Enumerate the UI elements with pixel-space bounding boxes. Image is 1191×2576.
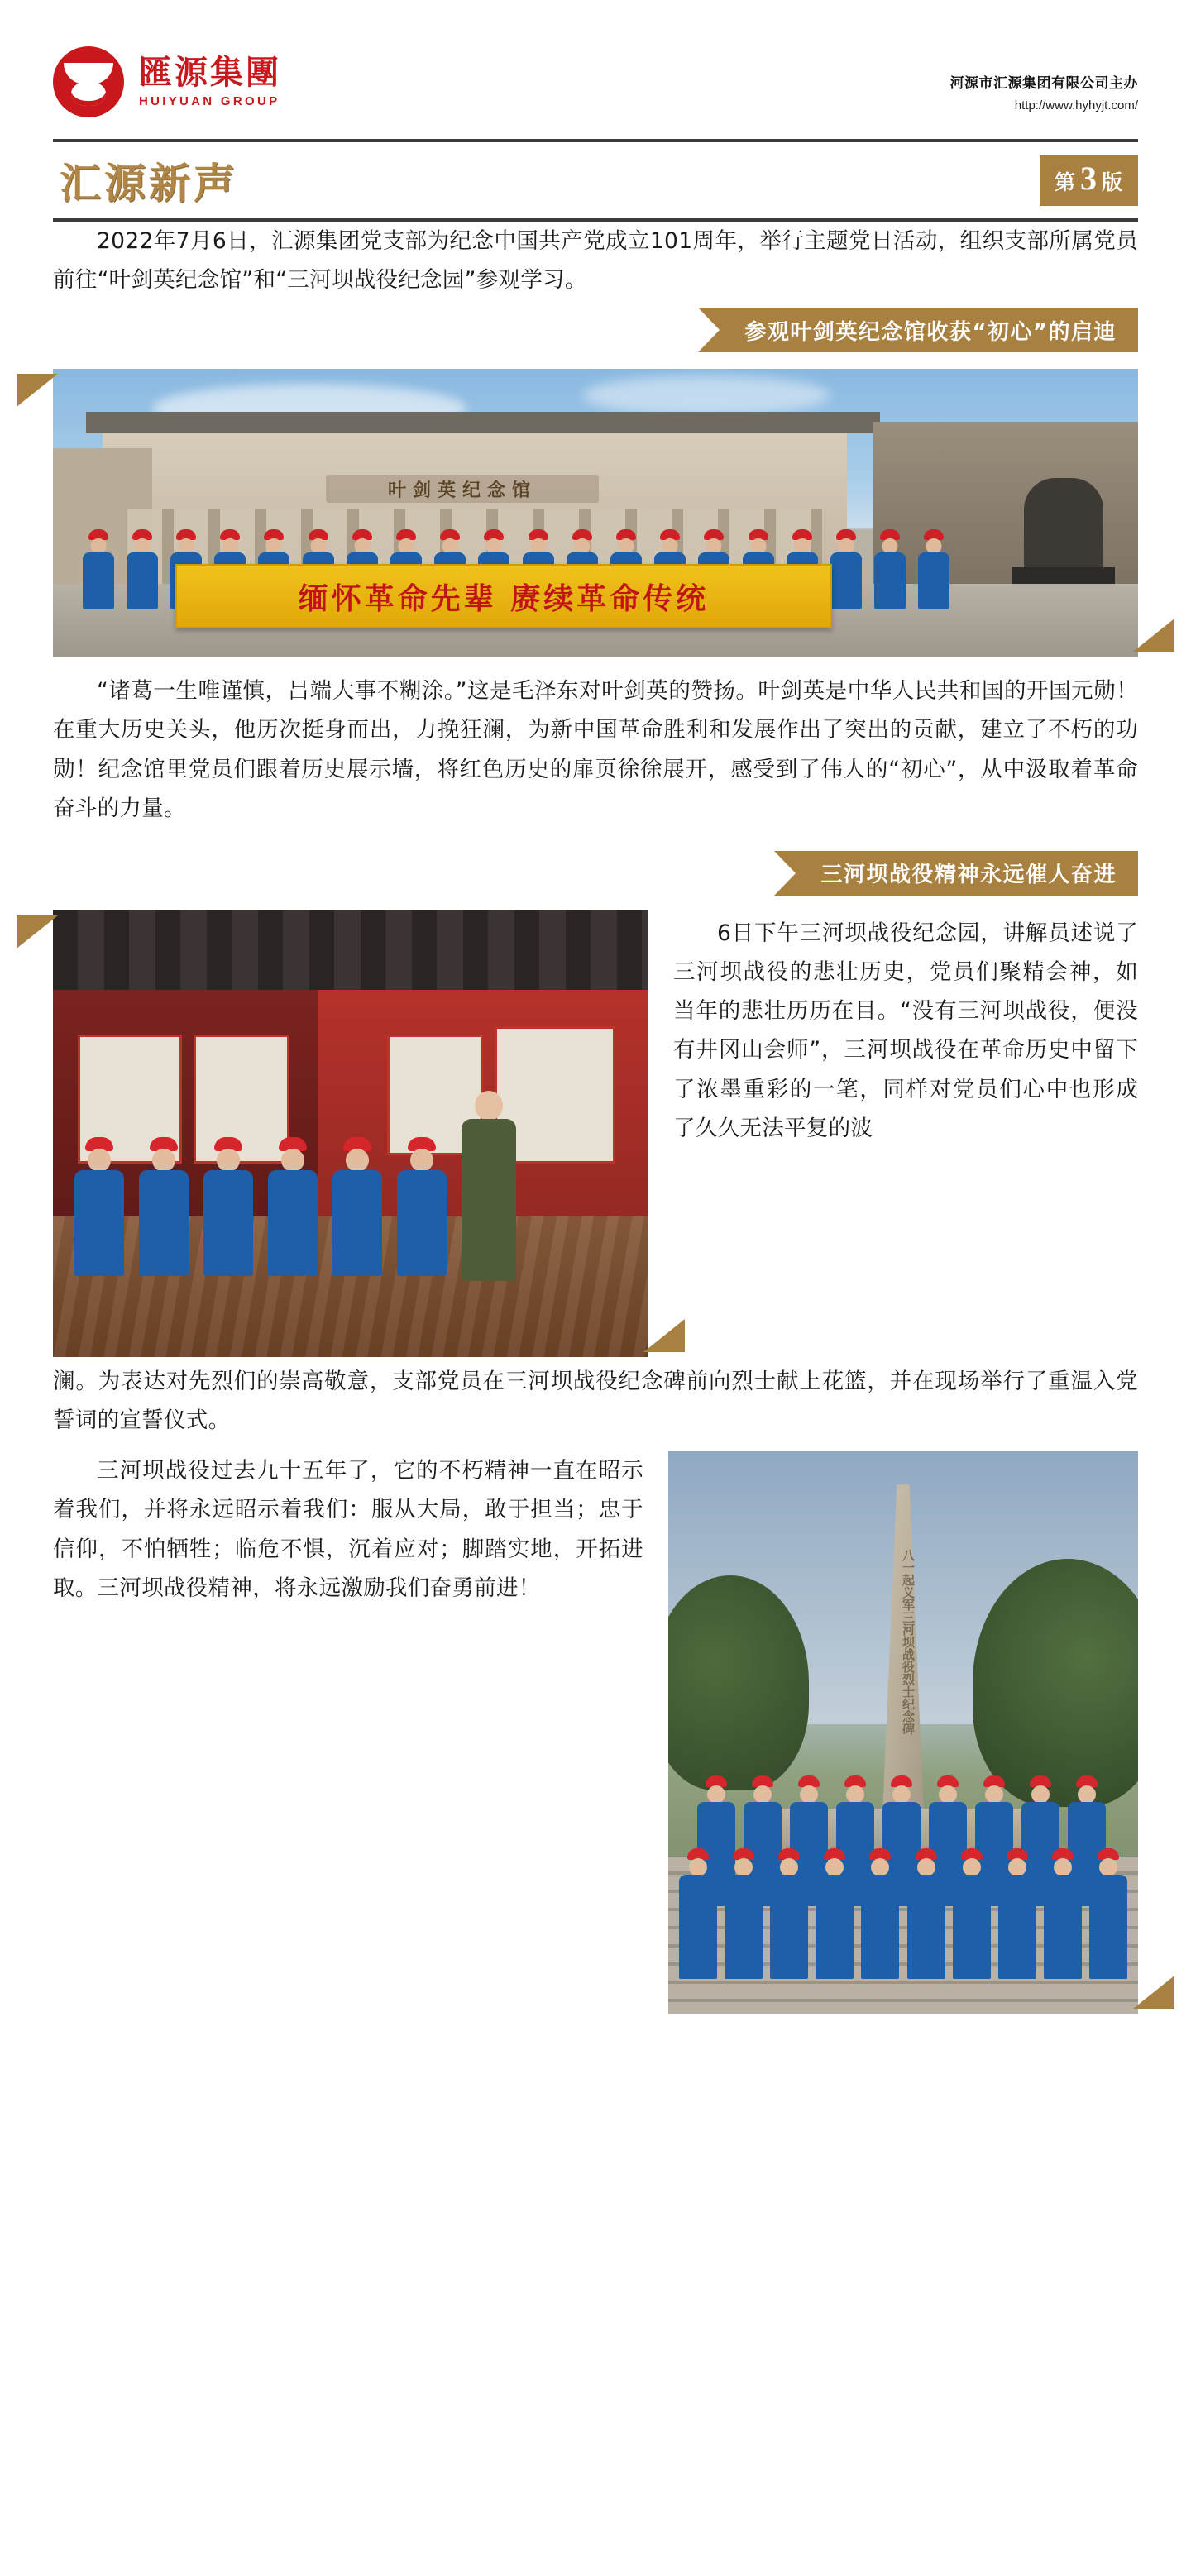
corner-triangle-icon	[643, 1319, 685, 1352]
photo-3-block	[668, 1451, 1138, 2014]
museum-roof	[86, 412, 880, 433]
person-figure	[914, 529, 954, 609]
logo-text	[139, 56, 281, 108]
section-2-header	[53, 851, 1138, 897]
person-figure	[813, 1848, 856, 1981]
corner-triangle-icon	[1133, 1976, 1174, 2009]
photo-memorial-hall-group	[53, 369, 1138, 657]
edition-suffix: 版	[1101, 170, 1123, 194]
section-2-paragraph-continued: 澜。为表达对先烈们的崇高敬意，支部党员在三河坝战役纪念碑前向烈士献上花篮，并在现场举行了重温入党誓词的宣誓仪式。	[53, 1368, 1138, 1434]
person-figure	[69, 1137, 129, 1278]
person-figure	[1041, 1848, 1084, 1981]
page-title: 汇源新声	[60, 160, 238, 208]
person-figure	[722, 1848, 765, 1981]
person-figure	[263, 1137, 323, 1278]
section-2-paragraph-last: 三河坝战役过去九十五年了，它的不朽精神一直在昭示着我们，并将永远昭示着我们：服从大局，敢于担当；忠于信仰，不怕牺牲；临危不惧，沉着应对；脚踏实地，开拓进取。三河坝战役精神，将永远激励我们奋勇前进！	[53, 1458, 643, 1601]
edition-number: 3	[1079, 159, 1098, 197]
huiyuan-logo-icon	[53, 46, 124, 117]
edition-badge	[1040, 155, 1138, 206]
person-figure	[859, 1848, 902, 1981]
publisher-url[interactable]: http://www.hyhyjt.com/	[1014, 98, 1138, 112]
monument-group-row-front	[677, 1823, 1130, 1981]
person-figure	[392, 1137, 452, 1278]
person-figure	[677, 1848, 720, 1981]
section-2-left-text	[53, 1451, 643, 1608]
section-1-header	[53, 308, 1138, 354]
section-2-top	[53, 910, 1138, 1357]
publisher-name: 河源市汇源集团有限公司主办	[949, 75, 1138, 92]
corner-triangle-icon	[17, 374, 58, 407]
person-figure	[768, 1848, 811, 1981]
person-figure	[904, 1848, 947, 1981]
publisher-block	[950, 46, 1139, 112]
photo-1-block	[53, 369, 1138, 657]
masthead	[0, 0, 1191, 222]
person-figure	[996, 1848, 1039, 1981]
person-figure	[950, 1848, 993, 1981]
lead-paragraph: 2022年7月6日，汇源集团党支部为纪念中国共产党成立101周年，举行主题党日活动，组织支部所属党员前往“叶剑英纪念馆”和“三河坝战役纪念园”参观学习。	[53, 228, 1138, 294]
cloud-shape	[582, 375, 830, 415]
section-1-paragraph: “诸葛一生唯谨慎，吕端大事不糊涂。”这是毛泽东对叶剑英的赞扬。叶剑英是中华人民共和国的开国元勋！在重大历史关头，他历次挺身而出，力挽狂澜，为新中国革命胜利和发展作出了突出的贡献，建立了不朽的功勋！纪念馆里党员们跟着历史展示墙，将红色历史的扉页徐徐展开，感受到了伟人的“初心”，从中汲取着革命奋斗的力量。	[53, 678, 1138, 821]
photo-2-block	[53, 910, 648, 1357]
person-figure	[1087, 1848, 1130, 1981]
title-row	[53, 139, 1138, 222]
person-figure	[870, 529, 911, 609]
section-2-bottom	[53, 1451, 1138, 2014]
tour-guide-figure	[453, 1091, 524, 1281]
corner-triangle-icon	[17, 915, 58, 949]
logo-chinese-name: 匯源集團	[139, 54, 281, 92]
person-figure	[78, 529, 118, 609]
brand-block	[53, 46, 281, 117]
photo-banner	[175, 564, 832, 628]
person-figure	[122, 529, 162, 609]
section-2-ribbon-label: 三河坝战役精神永远催人奋进	[796, 851, 1138, 896]
photo-monument-group	[668, 1451, 1138, 2014]
person-figure	[198, 1137, 258, 1278]
banner-text: 缅怀革命先辈 赓续革命传统	[298, 581, 710, 616]
museum-name-plaque: 叶剑英纪念馆	[326, 475, 599, 503]
corner-triangle-icon	[1133, 619, 1174, 652]
brand-row	[53, 46, 1138, 117]
article-content	[0, 222, 1191, 2063]
section-1-ribbon-label: 参观叶剑英纪念馆收获“初心”的启迪	[720, 308, 1138, 352]
person-figure	[134, 1137, 194, 1278]
section-2-paragraph-1: 6日下午三河坝战役纪念园，讲解员述说了三河坝战役的悲壮历史，党员们聚精会神，如当年的悲壮历历在目。“没有三河坝战役，便没有井冈山会师”，三河坝战役在革命历史中留下了浓墨重彩的一笔，同样对党员们心中也形成了久久无法平复的波	[673, 920, 1138, 1141]
hall-ceiling	[53, 910, 648, 1001]
edition-prefix: 第	[1054, 170, 1076, 194]
section-2-right-text	[673, 910, 1138, 1148]
person-figure	[328, 1137, 387, 1278]
monument-inscription: 八一起义军三河坝战役烈士纪念碑	[901, 1548, 916, 1735]
visiting-members	[69, 1121, 516, 1278]
ye-jianying-statue	[1024, 478, 1103, 576]
logo-english-name: HUIYUAN GROUP	[139, 94, 280, 108]
photo-exhibition-hall-visit	[53, 910, 648, 1357]
